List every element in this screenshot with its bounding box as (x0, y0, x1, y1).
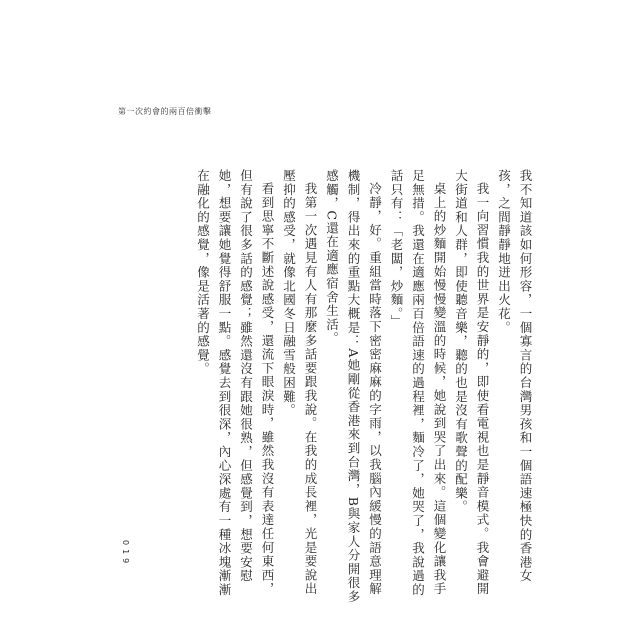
paragraph: 我不知道該如何形容，一個寡言的台灣男孩和一個語速極快的香港女孩，之間靜靜地迸出火花。 (496, 169, 533, 583)
paragraph: 桌上的炒麵開始慢慢變溫的時候，她說到哭了出來。這個變化讓我手足無措。我還在適應兩百倍語速的過程裡，麵冷了，她哭了，我說過的話只有：「老闆，炒麵。」 (389, 169, 447, 597)
paragraph: 看到思寧不斷述說感受，還流下眼淚時，雖然我沒有表達任何東西，但有說了很多話的感覺；雖然還沒有跟她很熟，但感覺到，想要安慰她，想要讓她覺得舒服一點。感覺去到很深，內心深處有一種冰塊漸漸在融化的感覺，像是活著的感覺。 (195, 169, 275, 597)
paragraph: 我第一次遇見有人有那麼多話要跟我說。在我的成長裡，光是要說出壓抑的感受，就像北國冬日融雪般困難。 (281, 169, 318, 596)
paragraph: 冷靜，好。重組當時落下密密麻麻的字雨，以我腦內緩慢的語意理解機制，得出來的重點大概是：A她剛從香港來到台灣，B與家人分開很多感觸，C還在適應宿舍生活。 (324, 169, 383, 604)
paragraph: 我一向習慣我的世界是安靜的，即使看電視也是靜音模式。我會避開大街道和人群，即使聽音樂，聽的也是沒有歌聲的配樂。 (453, 169, 490, 596)
running-header: 第一次約會的兩百倍衝擊 (118, 107, 212, 116)
body-text (146, 169, 536, 609)
page-number: 019 (121, 540, 130, 568)
